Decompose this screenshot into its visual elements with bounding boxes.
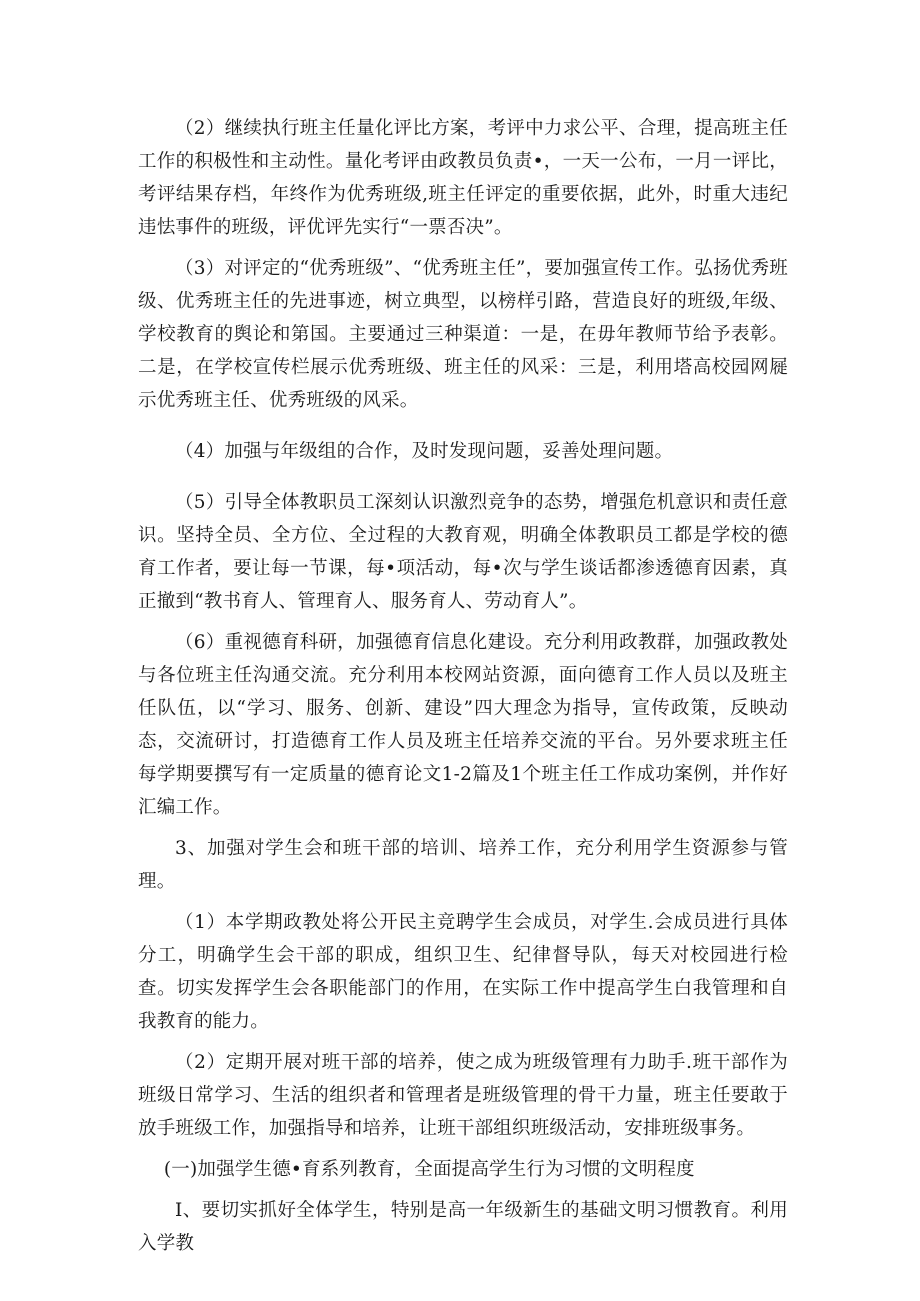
paragraph-item-3: （3）对评定的“优秀班级”、“优秀班主任”，要加强宣传工作。弘扬优秀班级、优秀班主任的先进事迹，树立典型，以榜样引路，营造良好的班级,年级、学校教育的舆论和第国。主要通过三种渠道：一是，在毋年教师节给予表彰。二是，在学校宣传栏展示优秀班级、班主任的风采：三是，利用塔高校园网屣示优秀班主任、优秀班级的风采。: [138, 258, 788, 411]
paragraph-class-cadre: （2）定期开展对班干部的培养，使之成为班级管理有力助手.班干部作为班级日常学习、生活的组织者和管理者是班级管理的骨干力量，班主任要敢于放手班级工作，加强指导和培养，让班干部组织班级活动，安排班级事务。: [138, 1052, 788, 1139]
section-heading-moral-education: (一)加强学生德•育系列教育，全面提高学生行为习惯的文明程度: [163, 1159, 695, 1180]
document-body: [138, 112, 788, 1260]
paragraph-item-5: （5）引导全体教职员工深刻认识激烈竞争的态势，增强危机意识和责任意识。坚持全员、全方位、全过程的大教育观，明确全体教职员工都是学校的德育工作者，要让每一节课，每•项活动，每•次与学生谈话都渗透德育因素，真正撤到“教书育人、管理育人、服务育人、劳动育人”。: [138, 492, 788, 612]
section-heading-3: 3、加强对学生会和班干部的培训、培养工作，充分利用学生资源参与管理。: [138, 838, 788, 892]
paragraph-basic-civility: I、要切实抓好全体学生，特别是高一年级新生的基础文明习惯教育。利用入学教: [138, 1200, 788, 1254]
paragraph-student-union: （1）本学期政教处将公开民主竞聘学生会成员，对学生.会成员进行具体分工，明确学生会干部的职成，组织卫生、纪律督导队，每天对校园进行检查。切实发挥学生会各职能部门的作用，在实际工作中提高学生白我管理和自我教育的能力。: [138, 912, 788, 1032]
paragraph-item-4: （4）加强与年级组的合作，及时发现问题，妥善处理问题。: [175, 441, 674, 462]
paragraph-item-6: （6）重视德育科研，加强德育信息化建设。充分利用政教群，加强政教处与各位班主任沟通交流。充分利用本校网站资源，面向德育工作人员以及班主任队伍，以“学习、服务、创新、建设”四大理念为指导，宣传政策，反映动态，交流研讨，打造德育工作人员及班主任培养交流的平台。另外要求班主任每学期要撰写有一定质量的德育论文1-2篇及1个班主任工作成功案例，并作好汇编工作。: [138, 632, 788, 818]
paragraph-item-2: （2）继续执行班主任量化评比方案，考评中力求公平、合理，提高班主任工作的积极性和主动性。量化考评由政教员负责•，一天一公布，一月一评比，考评结果存档，年终作为优秀班级,班主任评定的重要依据，此外，时重大违纪违怯事件的班级，评优评先实行“一票否决”。: [138, 118, 788, 238]
